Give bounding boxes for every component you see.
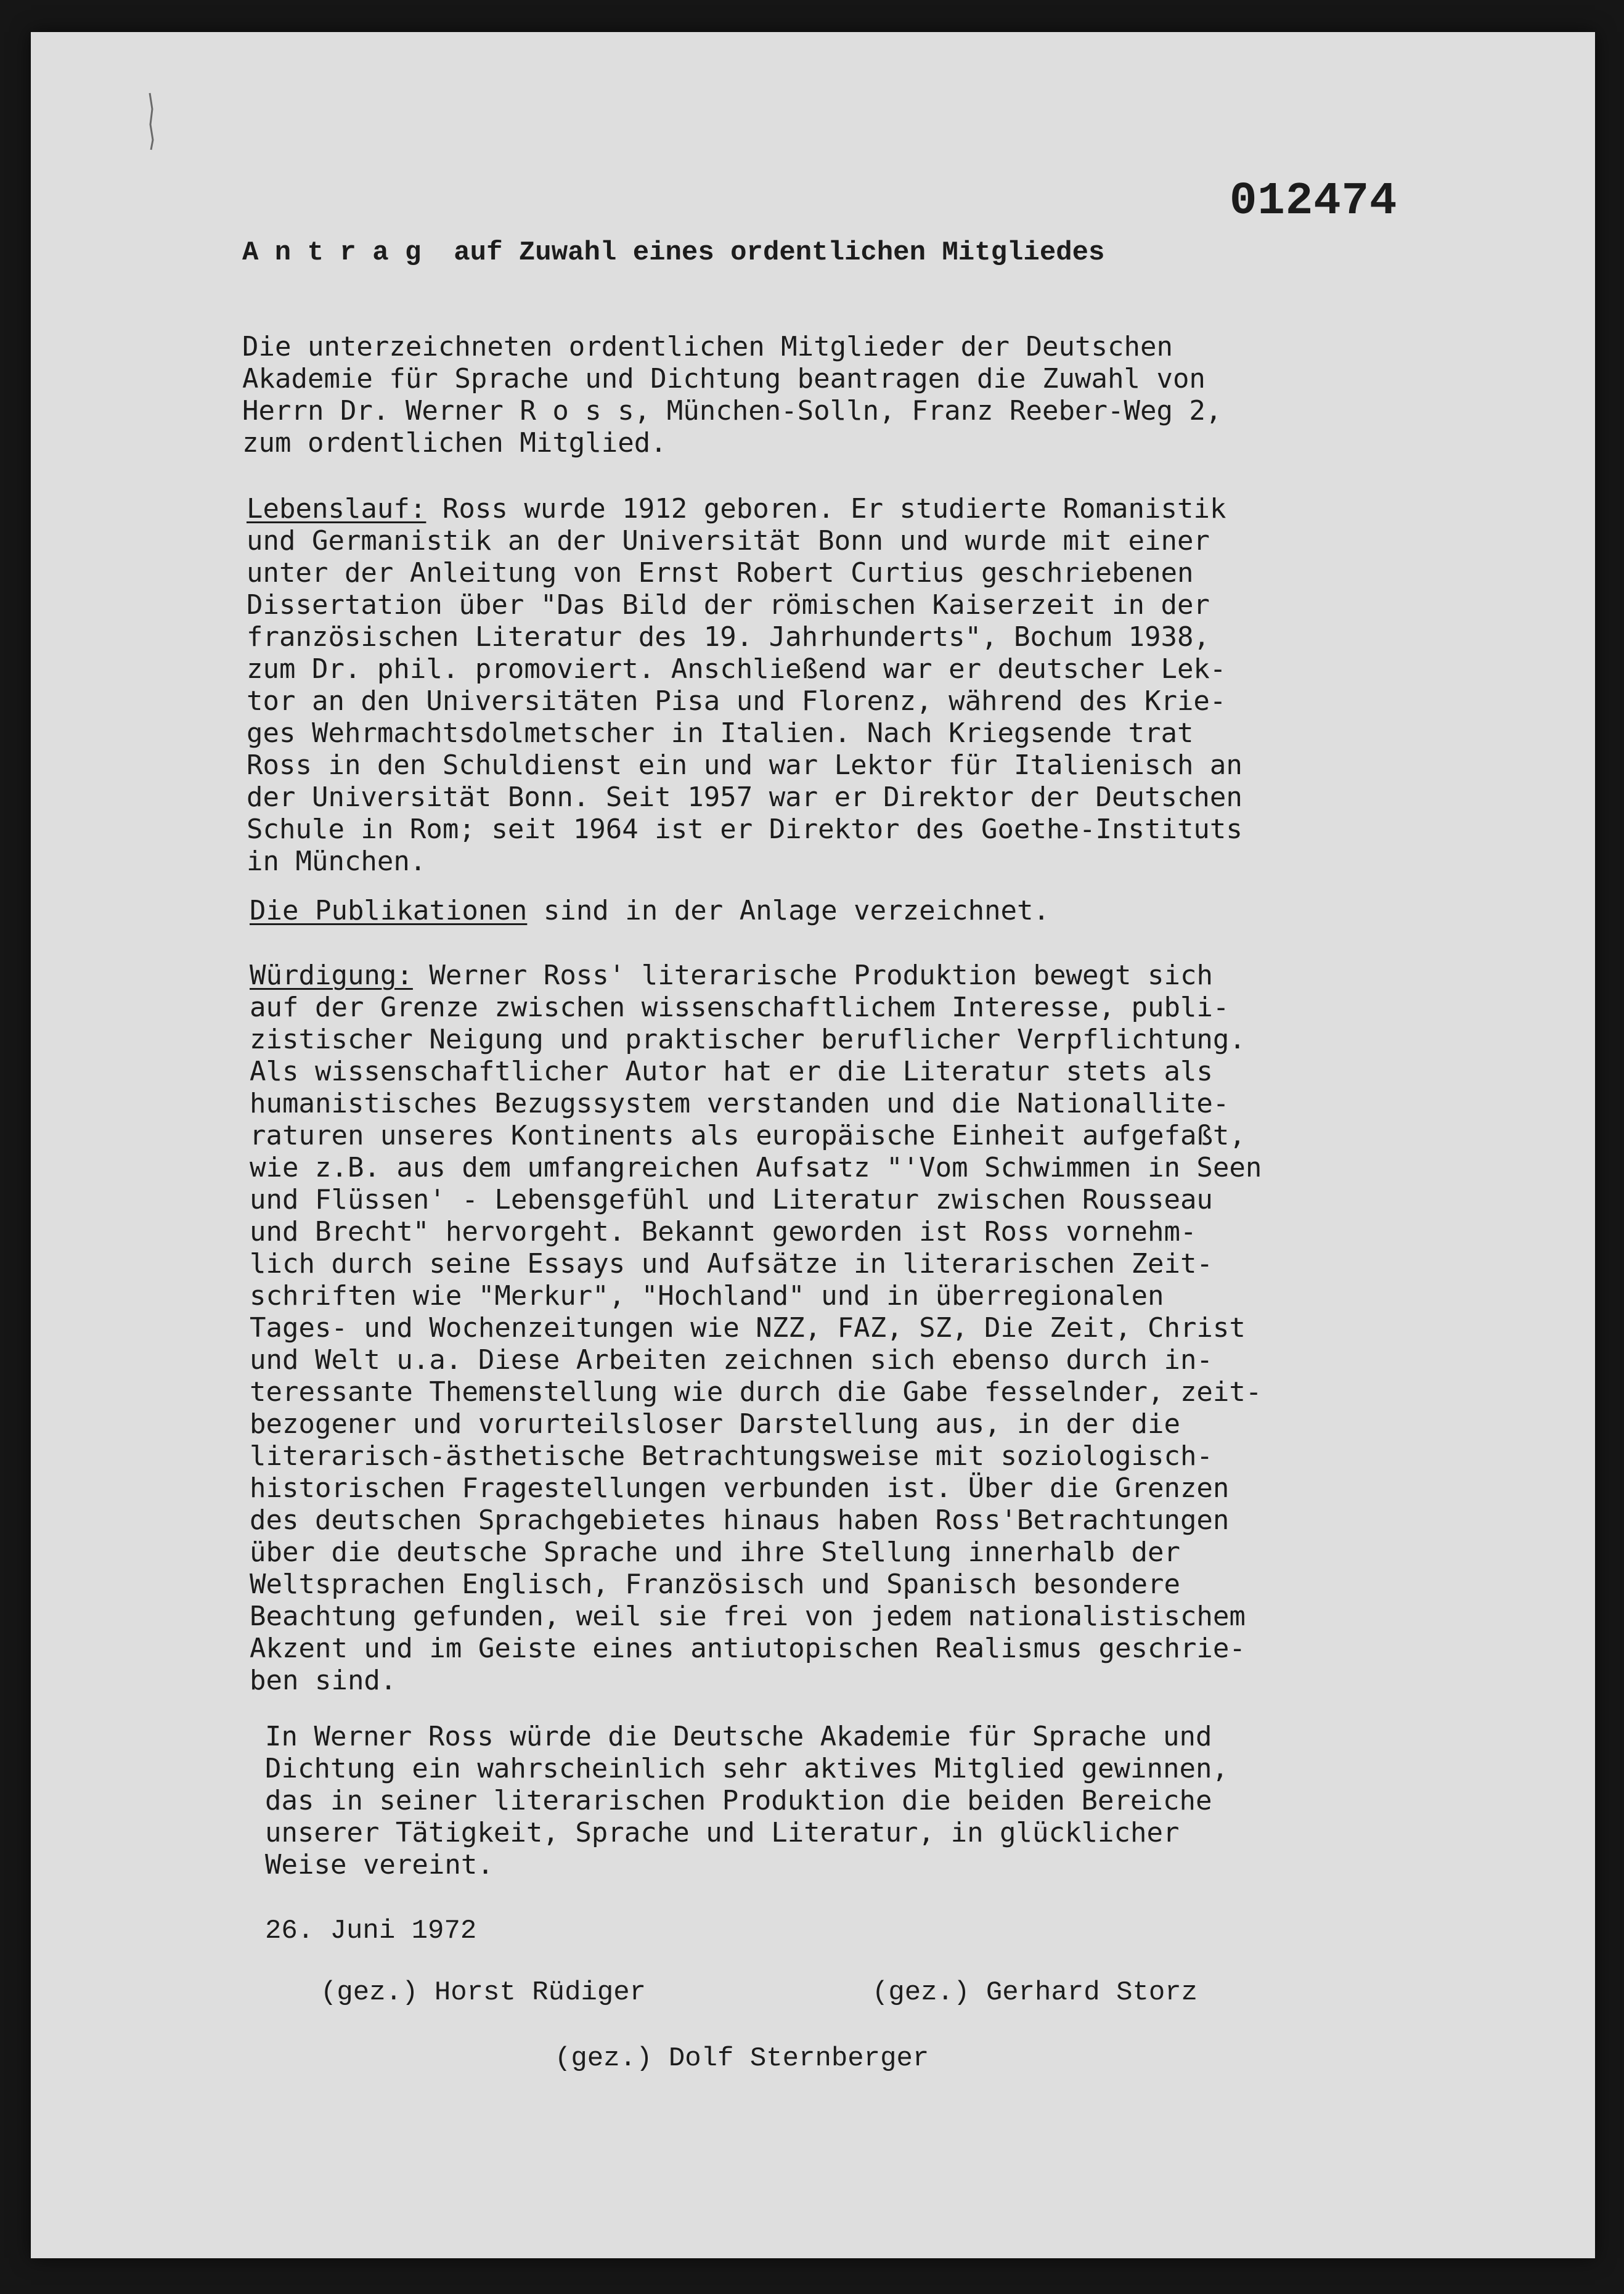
publikationen-label: Die Publikationen <box>250 895 528 926</box>
letter-body <box>31 32 1595 2258</box>
pencil-mark <box>145 91 157 152</box>
lebenslauf-text: Ross wurde 1912 geboren. Er studierte Romanistik und Germanistik an der Universität Bonn und wurde mit einer unter der Anleitung von Ernst Robert Curtius geschriebenen Dissertation über "Das Bild der römischen Kaiserzeit in der französischen Literatur des 19. Jahrhunderts", Bochum 1938, zum Dr. phil. promoviert. Anschließend war er deutscher Lek- tor an den Universitäten Pisa und Florenz, während des Krie- ges Wehrmachtsdolmetscher in Italien. Nach Kriegsende trat Ross in den Schuldienst ein und war Lektor für Italienisch an der Universität Bonn. Seit 1957 war er Direktor der Deutschen Schule in Rom; seit 1964 ist er Direktor des Goethe-Instituts in München. <box>247 493 1242 877</box>
signature-ruediger: (gez.) Horst Rüdiger <box>320 1977 647 2008</box>
wuerdigung-text: Werner Ross' literarische Produktion bewegt sich auf der Grenze zwischen wissenschaftlichem Interesse, publi- zistischer Neigung und praktischer beruflicher Verpflichtung. Als wissenschaftlicher Autor hat er die Literatur stets als humanistisches Bezugssystem verstanden und die Nationallite- raturen unseres Kontinents als europäische Einheit aufgefaßt, wie z.B. aus dem umfangreichen Aufsatz "'Vom Schwimmen in Seen und Flüssen' - Lebensgefühl und Literatur zwischen Rousseau und Brecht" hervorgeht. Bekannt geworden ist Ross vornehm- lich durch seine Essays und Aufsätze in literarischen Zeit- schriften wie "Merkur", "Hochland" und in überregionalen Tages- und Wochenzeitungen wie NZZ, FAZ, SZ, Die Zeit, Christ und Welt u.a. Diese Arbeiten zeichnen sich ebenso durch in- teressante Themenstellung wie durch die Gabe fesselnder, zeit- bezogener und vorurteilsloser Darstellung aus, in der die literarisch-ästhetische Betrachtungsweise mit soziologisch- historischen Fragestellungen verbunden ist. Über die Grenzen des deutschen Sprachgebietes hinaus haben Ross'Betrachtungen über die deutsche Sprache und ihre Stellung innerhalb der Weltsprachen Englisch, Französisch und Spanisch besondere Beachtung gefunden, weil sie frei von jedem nationalistischem Akzent und im Geiste eines antiutopischen Realismus geschrie- ben sind. <box>250 960 1262 1696</box>
lebenslauf-label: Lebenslauf: <box>247 493 426 525</box>
document-heading <box>242 237 1104 269</box>
heading-rest: auf Zuwahl eines ordentlichen Mitgliedes <box>454 237 1105 268</box>
lebenslauf-paragraph <box>247 493 1242 878</box>
signature-sternberger: (gez.) Dolf Sternberger <box>555 2043 929 2074</box>
heading-spaced-word: A n t r a g <box>242 237 422 268</box>
wuerdigung-label: Würdigung: <box>250 960 413 991</box>
publikationen-paragraph <box>250 895 1050 927</box>
closing-paragraph: In Werner Ross würde die Deutsche Akademie für Sprache und Dichtung ein wahrscheinlich sehr aktives Mitglied gewinnen, das in seiner literarischen Produktion die beiden Bereiche unserer Tätigkeit, Sprache und Literatur, in glücklicher Weise vereint. <box>265 1721 1228 1880</box>
document-number: 012474 <box>1230 176 1398 227</box>
publikationen-text: sind in der Anlage verzeichnet. <box>527 895 1050 926</box>
date-line: 26. Juni 1972 <box>265 1916 477 1946</box>
document-page <box>31 32 1595 2258</box>
intro-paragraph: Die unterzeichneten ordentlichen Mitglieder der Deutschen Akademie für Sprache und Dichtung beantragen die Zuwahl von Herrn Dr. Werner R o s s, München-Solln, Franz Reeber-Weg 2, zum ordentlichen Mitglied. <box>242 331 1222 459</box>
wuerdigung-paragraph <box>250 960 1262 1697</box>
signature-storz: (gez.) Gerhard Storz <box>872 1977 1198 2008</box>
